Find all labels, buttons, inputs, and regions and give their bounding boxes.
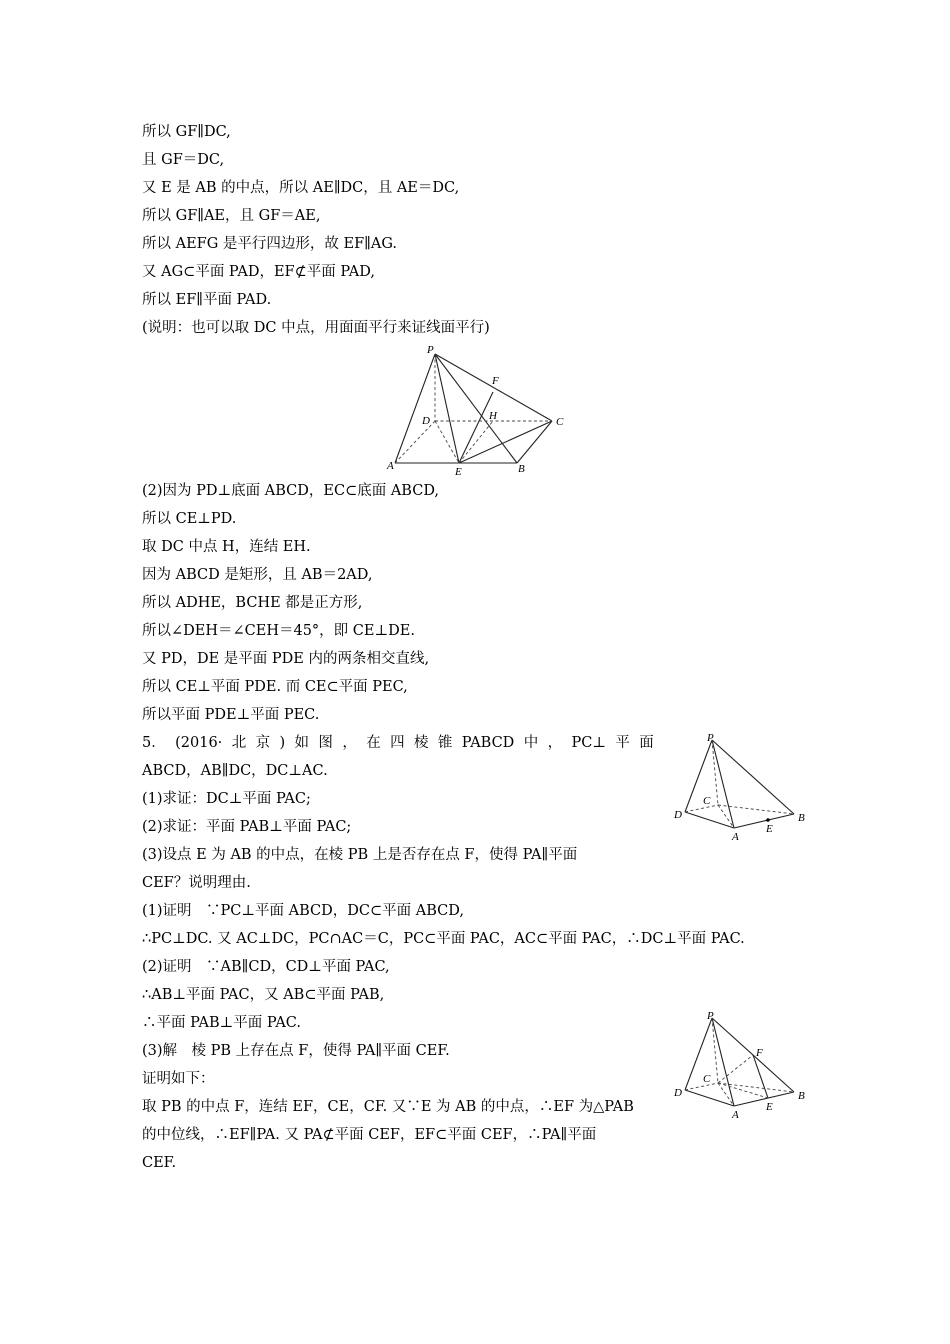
problem-line: ABCD，AB∥DC，DC⊥AC. — [142, 763, 328, 779]
proof-line: (2)因为 PD⊥底面 ABCD，EC⊂底面 ABCD, — [142, 483, 440, 499]
label-C: C — [703, 795, 711, 807]
solution-line: ∴平面 PAB⊥平面 PAC. — [142, 1015, 301, 1031]
proof-line: 取 DC 中点 H，连结 EH. — [142, 539, 311, 555]
proof-line: 所以 EF∥平面 PAD. — [142, 292, 272, 308]
proof-line: 所以 GF∥DC, — [142, 124, 231, 140]
proof-line: 又 AG⊂平面 PAD，EF⊄平面 PAD, — [142, 264, 375, 280]
label-P: P — [427, 344, 434, 356]
solution-line: 取 PB 的中点 F，连结 EF，CE，CF. 又∵E 为 AB 的中点，∴EF 为△PAB — [142, 1099, 634, 1115]
label-A: A — [732, 1109, 739, 1121]
label-E: E — [455, 466, 462, 477]
label-A: A — [387, 460, 394, 472]
label-P: P — [707, 732, 714, 744]
pyramid-figure-3 — [670, 1010, 815, 1125]
solution-line: (2)证明 ∵AB∥CD，CD⊥平面 PAC, — [142, 959, 390, 975]
label-P: P — [707, 1010, 714, 1022]
label-F: F — [492, 375, 499, 387]
problem-line: (1)求证：DC⊥平面 PAC; — [142, 791, 311, 807]
pyramid-figure-1 — [380, 342, 580, 477]
solution-line: (3)解 棱 PB 上存在点 F，使得 PA∥平面 CEF. — [142, 1043, 450, 1059]
proof-line: 所以 ADHE，BCHE 都是正方形, — [142, 595, 363, 611]
proof-line: 所以∠DEH＝∠CEH＝45°，即 CE⊥DE. — [142, 623, 415, 639]
solution-line: ∴PC⊥DC. 又 AC⊥DC，PC∩AC＝C，PC⊂平面 PAC，AC⊂平面 PAC，∴DC⊥平面 PAC. — [142, 931, 745, 947]
proof-line: 因为 ABCD 是矩形，且 AB＝2AD, — [142, 567, 373, 583]
proof-line: 所以 GF∥AE，且 GF＝AE, — [142, 208, 321, 224]
proof-line: 且 GF＝DC, — [142, 152, 225, 168]
proof-line: 又 PD，DE 是平面 PDE 内的两条相交直线, — [142, 651, 430, 667]
label-A: A — [732, 831, 739, 843]
solution-line: 的中位线，∴EF∥PA. 又 PA⊄平面 CEF，EF⊂平面 CEF，∴PA∥平面 — [142, 1127, 597, 1143]
problem-5-heading: 5． (2016· 北 京 ) 如 图 ， 在 四 棱 锥 PABCD 中 ， PC⊥ 平 面 — [142, 735, 654, 751]
problem-line: CEF？说明理由. — [142, 875, 251, 891]
label-C: C — [556, 416, 564, 428]
pyramid-figure-2 — [670, 730, 815, 845]
label-B: B — [798, 812, 805, 824]
problem-line: (2)求证：平面 PAB⊥平面 PAC; — [142, 819, 352, 835]
label-E: E — [766, 823, 773, 835]
label-E: E — [766, 1101, 773, 1113]
proof-line: 所以 CE⊥平面 PDE. 而 CE⊂平面 PEC, — [142, 679, 408, 695]
label-H: H — [489, 410, 497, 422]
problem-line: (3)设点 E 为 AB 的中点，在棱 PB 上是否存在点 F，使得 PA∥平面 — [142, 847, 578, 863]
label-B: B — [798, 1090, 805, 1102]
label-D: D — [674, 809, 682, 821]
proof-line: 所以 CE⊥PD. — [142, 511, 237, 527]
label-D: D — [674, 1087, 682, 1099]
label-C: C — [703, 1073, 711, 1085]
label-D: D — [422, 415, 430, 427]
label-F: F — [756, 1047, 763, 1059]
solution-line: ∴AB⊥平面 PAC，又 AB⊂平面 PAB, — [142, 987, 385, 1003]
proof-line: 所以平面 PDE⊥平面 PEC. — [142, 707, 320, 723]
solution-line: 证明如下： — [142, 1071, 215, 1087]
solution-line: (1)证明 ∵PC⊥平面 ABCD，DC⊂平面 ABCD, — [142, 903, 464, 919]
proof-line: 又 E 是 AB 的中点，所以 AE∥DC，且 AE＝DC, — [142, 180, 460, 196]
solution-line: CEF. — [142, 1155, 177, 1171]
label-B: B — [518, 463, 525, 475]
proof-line: 所以 AEFG 是平行四边形，故 EF∥AG. — [142, 236, 398, 252]
note-line: (说明：也可以取 DC 中点，用面面平行来证线面平行) — [142, 320, 490, 336]
